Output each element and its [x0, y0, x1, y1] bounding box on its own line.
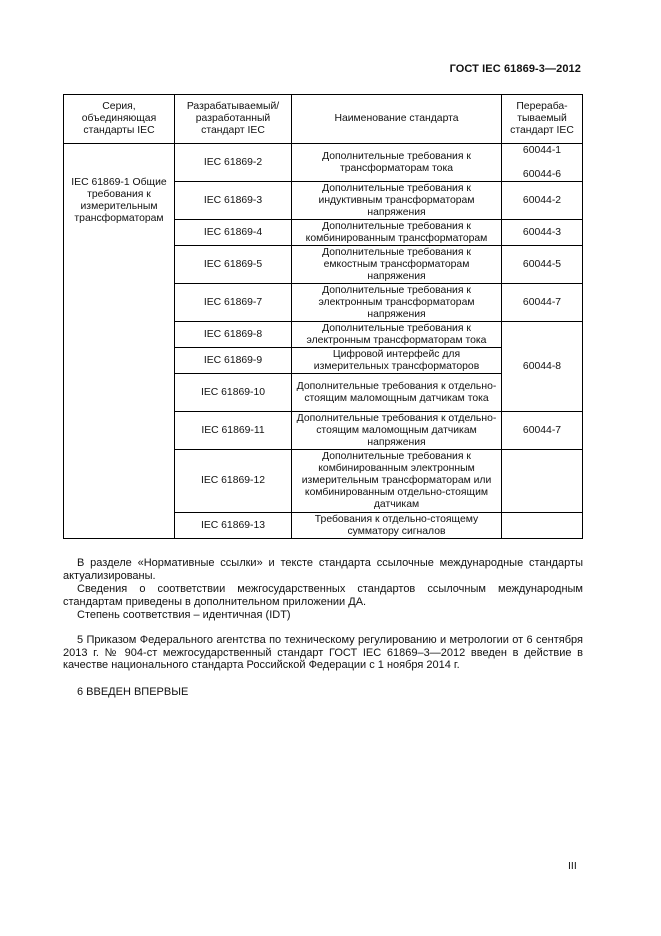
name-cell: Дополнительные требования к трансформаторам тока: [292, 144, 502, 182]
replaced-cell: [502, 144, 583, 182]
paragraph-references-updated: В разделе «Нормативные ссылки» и тексте стандарта ссылочные международные стандарты актуализированы.: [63, 557, 583, 582]
standard-cell: IEC 61869-8: [175, 322, 292, 348]
standard-cell: IEC 61869-7: [175, 284, 292, 322]
standard-cell: IEC 61869-9: [175, 348, 292, 374]
paragraph-conformity-degree: Степень соответствия – идентичная (IDT): [77, 609, 291, 621]
col-header-name: Наименование стандарта: [292, 95, 502, 144]
standard-cell: IEC 61869-2: [175, 144, 292, 182]
document-code: ГОСТ IEC 61869-3—2012: [449, 63, 581, 75]
standard-cell: IEC 61869-13: [175, 513, 292, 539]
name-cell: Дополнительные требования к комбинированным трансформаторам: [292, 220, 502, 246]
series-cell: IEC 61869-1 Общие требования к измерительным трансформаторам: [64, 144, 175, 539]
name-cell: Дополнительные требования к отдельно-стоящим маломощным датчикам тока: [292, 374, 502, 412]
col-header-replaced: Перераба- тываемый стандарт IEC: [502, 95, 583, 144]
name-cell: Дополнительные требования к емкостным трансформаторам напряжения: [292, 246, 502, 284]
name-cell: Требования к отдельно-стоящему сумматору сигналов: [292, 513, 502, 539]
standard-cell: IEC 61869-5: [175, 246, 292, 284]
col-header-standard: Разрабатываемый/ разработанный стандарт IEC: [175, 95, 292, 144]
standard-cell: IEC 61869-3: [175, 182, 292, 220]
paragraph-correspondence-info: Сведения о соответствии межгосударственных стандартов ссылочным международным стандартам приведены в дополнительном приложении ДА.: [63, 583, 583, 608]
replaced-cell: [502, 450, 583, 513]
replaced-cell: 60044-8: [502, 322, 583, 412]
replaced-cell: 60044-2: [502, 182, 583, 220]
standard-cell: IEC 61869-12: [175, 450, 292, 513]
standards-table: [63, 94, 583, 539]
name-cell: Цифровой интерфейс для измерительных трансформаторов: [292, 348, 502, 374]
table-row: [64, 144, 583, 182]
table-header-row: [64, 95, 583, 144]
replaced-cell: 60044-7: [502, 412, 583, 450]
page-number: III: [568, 860, 577, 872]
paragraph-introduced-first: 6 ВВЕДЕН ВПЕРВЫЕ: [77, 686, 189, 698]
replaced-cell: 60044-5: [502, 246, 583, 284]
name-cell: Дополнительные требования к индуктивным трансформаторам напряжения: [292, 182, 502, 220]
replaced-value-2: 60044-6: [522, 168, 562, 180]
col-header-series: Серия, объединяющая стандарты IEC: [64, 95, 175, 144]
replaced-cell: 60044-3: [502, 220, 583, 246]
paragraph-order-enactment: 5 Приказом Федерального агентства по техническому регулированию и метрологии от 6 сентября 2013 г. № 904-ст межгосударственный стандарт ГОСТ IEC 61869–3—2012 введен в действие в качестве национального стандарта Российской Федерации с 1 ноября 2014 г.: [63, 634, 583, 671]
replaced-cell: [502, 513, 583, 539]
replaced-value: 60044-1: [522, 144, 562, 156]
standard-cell: IEC 61869-4: [175, 220, 292, 246]
standard-cell: IEC 61869-11: [175, 412, 292, 450]
standard-cell: IEC 61869-10: [175, 374, 292, 412]
name-cell: Дополнительные требования к электронным трансформаторам напряжения: [292, 284, 502, 322]
name-cell: Дополнительные требования к комбинированным электронным измерительным трансформаторам или комбинированным отдельно-стоящим датчикам: [292, 450, 502, 513]
replaced-cell: 60044-7: [502, 284, 583, 322]
name-cell: Дополнительные требования к отдельно-стоящим маломощным датчикам напряжения: [292, 412, 502, 450]
name-cell: Дополнительные требования к электронным трансформаторам тока: [292, 322, 502, 348]
